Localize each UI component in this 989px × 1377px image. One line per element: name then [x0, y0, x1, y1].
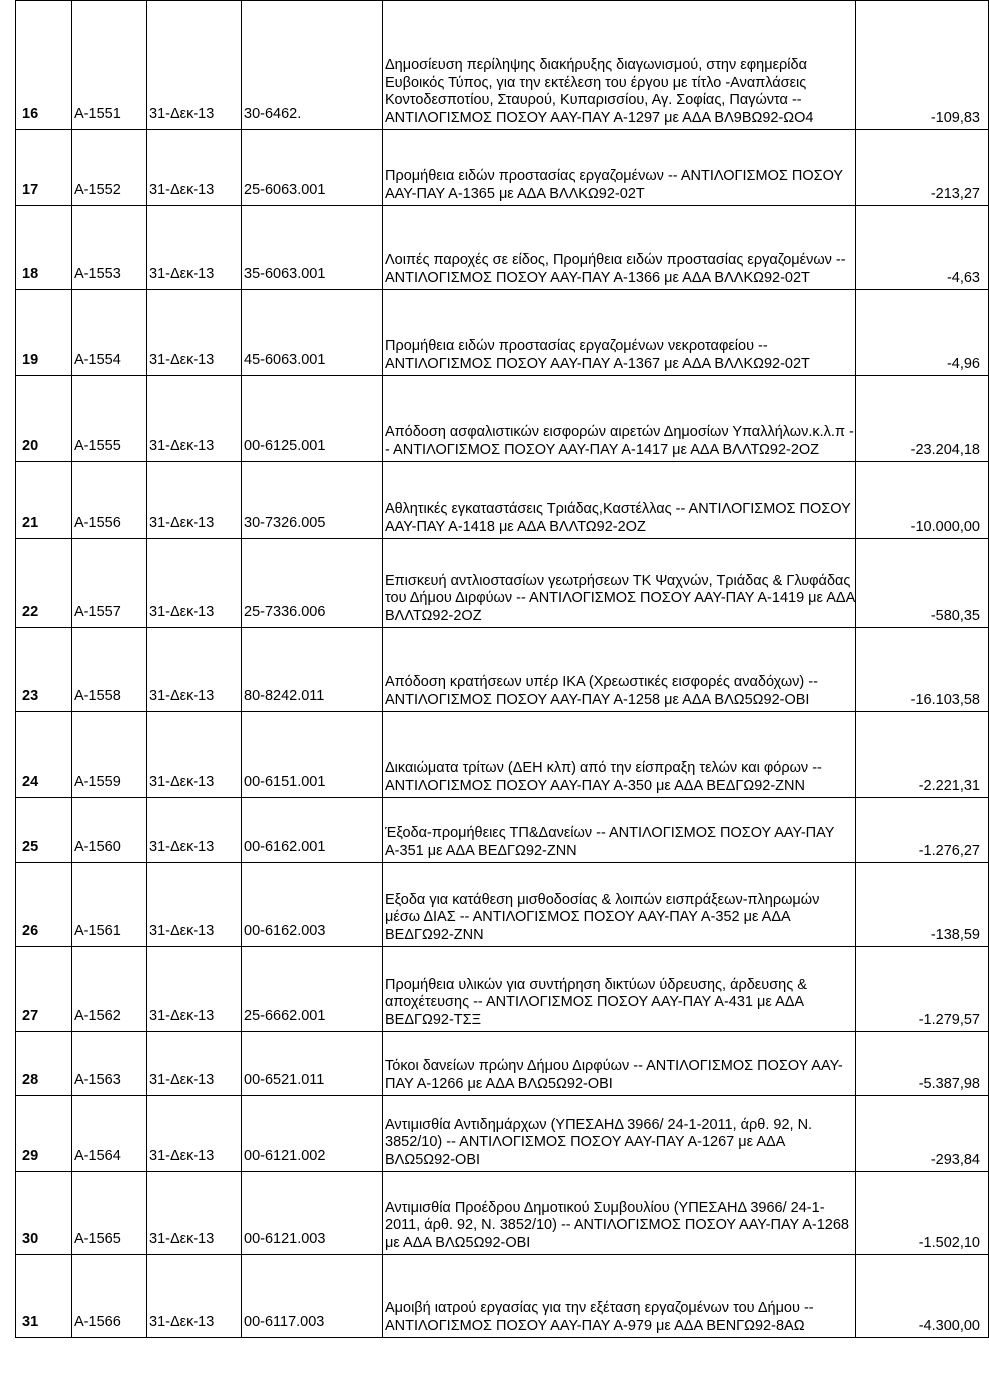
row-account-code: 00-6125.001 [242, 376, 383, 462]
row-description-text: Προμήθεια ειδών προστασίας εργαζομένων -- ΑΝΤΙΛΟΓΙΣΜΟΣ ΠΟΣΟΥ ΑΑΥ-ΠΑΥ Α-1365 με ΑΔΑ ΒΛΛΚΩ92-02Τ [385, 168, 843, 202]
row-amount: -1.279,57 [856, 947, 989, 1032]
row-amount: -4,96 [856, 290, 989, 376]
row-number: 31 [16, 1255, 72, 1338]
row-number: 20 [16, 376, 72, 462]
row-reference: A-1559 [72, 712, 147, 798]
row-number: 27 [16, 947, 72, 1032]
row-account-code: 25-6063.001 [242, 130, 383, 206]
row-number: 24 [16, 712, 72, 798]
row-description-text: Λοιπές παροχές σε είδος, Προμήθεια ειδών προστασίας εργαζομένων -- ΑΝΤΙΛΟΓΙΣΜΟΣ ΠΟΣΟΥ ΑΑΥ-ΠΑΥ Α-1366 με ΑΔΑ ΒΛΛΚΩ92-02Τ [385, 252, 846, 286]
row-date: 31-Δεκ-13 [147, 1032, 242, 1096]
row-description [383, 376, 856, 462]
row-description [383, 290, 856, 376]
row-account-code: 00-6521.011 [242, 1032, 383, 1096]
row-amount: -1.276,27 [856, 798, 989, 863]
row-reference: A-1558 [72, 628, 147, 712]
row-number: 16 [16, 1, 72, 130]
row-description [383, 1096, 856, 1172]
row-amount: -2.221,31 [856, 712, 989, 798]
table-row [16, 1032, 989, 1096]
row-reference: A-1563 [72, 1032, 147, 1096]
row-account-code: 00-6151.001 [242, 712, 383, 798]
row-amount: -109,83 [856, 1, 989, 130]
row-description [383, 462, 856, 539]
row-reference: A-1566 [72, 1255, 147, 1338]
row-amount: -23.204,18 [856, 376, 989, 462]
row-description [383, 1, 856, 130]
row-description [383, 798, 856, 863]
row-amount: -580,35 [856, 539, 989, 628]
ledger-body [16, 1, 989, 1338]
row-number: 22 [16, 539, 72, 628]
row-reference: A-1551 [72, 1, 147, 130]
row-reference: A-1562 [72, 947, 147, 1032]
row-number: 17 [16, 130, 72, 206]
row-account-code: 00-6121.003 [242, 1172, 383, 1255]
row-reference: A-1560 [72, 798, 147, 863]
table-row [16, 130, 989, 206]
row-description-text: Αθλητικές εγκαταστάσεις Τριάδας,Καστέλλας -- ΑΝΤΙΛΟΓΙΣΜΟΣ ΠΟΣΟΥ ΑΑΥ-ΠΑΥ Α-1418 με ΑΔΑ ΒΛΛΤΩ92-2ΟΖ [385, 501, 851, 535]
row-reference: A-1554 [72, 290, 147, 376]
ledger-table [15, 0, 989, 1338]
row-date: 31-Δεκ-13 [147, 539, 242, 628]
row-account-code: 00-6121.002 [242, 1096, 383, 1172]
row-account-code: 35-6063.001 [242, 206, 383, 290]
row-date: 31-Δεκ-13 [147, 1096, 242, 1172]
row-amount: -16.103,58 [856, 628, 989, 712]
row-account-code: 00-6162.003 [242, 863, 383, 947]
row-description-text: Έξοδα-προμήθειες ΤΠ&Δανείων -- ΑΝΤΙΛΟΓΙΣΜΟΣ ΠΟΣΟΥ ΑΑΥ-ΠΑΥ Α-351 με ΑΔΑ ΒΕΔΓΩ92-ΖΝΝ [385, 825, 835, 859]
table-row [16, 376, 989, 462]
row-description-text: Επισκευή αντλιοστασίων γεωτρήσεων ΤΚ Ψαχνών, Τριάδας & Γλυφάδας του Δήμου Διρφύων -- ΑΝΤΙΛΟΓΙΣΜΟΣ ΠΟΣΟΥ ΑΑΥ-ΠΑΥ Α-1419 με ΑΔΑ ΒΛΛΤΩ92-2ΟΖ [385, 572, 855, 624]
row-date: 31-Δεκ-13 [147, 798, 242, 863]
row-date: 31-Δεκ-13 [147, 376, 242, 462]
row-description [383, 1032, 856, 1096]
row-description [383, 539, 856, 628]
table-row [16, 539, 989, 628]
table-row [16, 1172, 989, 1255]
row-account-code: 30-6462. [242, 1, 383, 130]
row-amount: -5.387,98 [856, 1032, 989, 1096]
row-reference: A-1564 [72, 1096, 147, 1172]
row-reference: A-1565 [72, 1172, 147, 1255]
row-date: 31-Δεκ-13 [147, 290, 242, 376]
row-description [383, 206, 856, 290]
row-account-code: 00-6117.003 [242, 1255, 383, 1338]
row-date: 31-Δεκ-13 [147, 947, 242, 1032]
row-date: 31-Δεκ-13 [147, 1172, 242, 1255]
table-row [16, 290, 989, 376]
row-amount: -1.502,10 [856, 1172, 989, 1255]
row-date: 31-Δεκ-13 [147, 628, 242, 712]
row-reference: A-1556 [72, 462, 147, 539]
row-description-text: Αντιμισθία Αντιδημάρχων (ΥΠΕΣΑΗΔ 3966/ 24-1-2011, άρθ. 92, Ν. 3852/10) -- ΑΝΤΙΛΟΓΙΣΜΟΣ ΠΟΣΟΥ ΑΑΥ-ΠΑΥ Α-1267 με ΑΔΑ ΒΛΩ5Ω92-ΟΒΙ [385, 1116, 813, 1168]
row-number: 25 [16, 798, 72, 863]
row-number: 26 [16, 863, 72, 947]
row-date: 31-Δεκ-13 [147, 206, 242, 290]
row-description [383, 1172, 856, 1255]
row-date: 31-Δεκ-13 [147, 863, 242, 947]
row-date: 31-Δεκ-13 [147, 1, 242, 130]
row-description-text: Αντιμισθία Προέδρου Δημοτικού Συμβουλίου (ΥΠΕΣΑΗΔ 3966/ 24-1-2011, άρθ. 92, Ν. 3852/10) -- ΑΝΤΙΛΟΓΙΣΜΟΣ ΠΟΣΟΥ ΑΑΥ-ΠΑΥ Α-1268 με ΑΔΑ ΒΛΩ5Ω92-ΟΒΙ [385, 1199, 849, 1251]
row-reference: A-1557 [72, 539, 147, 628]
row-description [383, 1255, 856, 1338]
row-description-text: Προμήθεια ειδών προστασίας εργαζομένων νεκροταφείου -- ΑΝΤΙΛΟΓΙΣΜΟΣ ΠΟΣΟΥ ΑΑΥ-ΠΑΥ Α-1367 με ΑΔΑ ΒΛΛΚΩ92-02Τ [385, 338, 810, 372]
row-number: 21 [16, 462, 72, 539]
row-description [383, 947, 856, 1032]
row-amount: -138,59 [856, 863, 989, 947]
table-row [16, 947, 989, 1032]
row-reference: A-1561 [72, 863, 147, 947]
row-description-text: Τόκοι δανείων πρώην Δήμου Διρφύων -- ΑΝΤΙΛΟΓΙΣΜΟΣ ΠΟΣΟΥ ΑΑΥ-ΠΑΥ Α-1266 με ΑΔΑ ΒΛΩ5Ω92-ΟΒΙ [385, 1058, 843, 1092]
row-amount: -4,63 [856, 206, 989, 290]
row-description [383, 863, 856, 947]
row-reference: A-1555 [72, 376, 147, 462]
row-amount: -293,84 [856, 1096, 989, 1172]
table-row [16, 712, 989, 798]
row-account-code: 25-7336.006 [242, 539, 383, 628]
table-row [16, 1255, 989, 1338]
row-description [383, 130, 856, 206]
row-amount: -213,27 [856, 130, 989, 206]
row-number: 23 [16, 628, 72, 712]
row-number: 30 [16, 1172, 72, 1255]
row-number: 28 [16, 1032, 72, 1096]
row-date: 31-Δεκ-13 [147, 462, 242, 539]
table-row [16, 798, 989, 863]
row-account-code: 00-6162.001 [242, 798, 383, 863]
row-description-text: Προμήθεια υλικών για συντήρηση δικτύων ύδρευσης, άρδευσης & αποχέτευσης -- ΑΝΤΙΛΟΓΙΣΜΟΣ ΠΟΣΟΥ ΑΑΥ-ΠΑΥ Α-431 με ΑΔΑ ΒΕΔΓΩ92-ΤΣΞ [385, 976, 807, 1028]
row-description-text: Δημοσίευση περίληψης διακήρυξης διαγωνισμού, στην εφημερίδα Ευβοικός Τύπος, για την εκτέλεση του έργου με τίτλο -Αναπλάσεις Κοντοδεσποτίου, Σταυρού, Κυπαρισσίου, Αγ. Σοφίας, Παγώντα -- ΑΝΤΙΛΟΓΙΣΜΟΣ ΠΟΣΟΥ ΑΑΥ-ΠΑΥ Α-1297 με ΑΔΑ ΒΛ9ΒΩ92-ΩΟ4 [385, 57, 814, 126]
row-account-code: 25-6662.001 [242, 947, 383, 1032]
row-account-code: 45-6063.001 [242, 290, 383, 376]
table-row [16, 206, 989, 290]
table-row [16, 1096, 989, 1172]
row-date: 31-Δεκ-13 [147, 712, 242, 798]
row-description [383, 628, 856, 712]
row-reference: A-1553 [72, 206, 147, 290]
table-row [16, 1, 989, 130]
row-description-text: Εξοδα για κατάθεση μισθοδοσίας & λοιπών εισπράξεων-πληρωμών μέσω ΔΙΑΣ -- ΑΝΤΙΛΟΓΙΣΜΟΣ ΠΟΣΟΥ ΑΑΥ-ΠΑΥ Α-352 με ΑΔΑ ΒΕΔΓΩ92-ΖΝΝ [385, 891, 820, 943]
row-date: 31-Δεκ-13 [147, 130, 242, 206]
row-number: 29 [16, 1096, 72, 1172]
table-row [16, 462, 989, 539]
row-description-text: Απόδοση ασφαλιστικών εισφορών αιρετών Δημοσίων Υπαλλήλων.κ.λ.π -- ΑΝΤΙΛΟΓΙΣΜΟΣ ΠΟΣΟΥ ΑΑΥ-ΠΑΥ Α-1417 με ΑΔΑ ΒΛΛΤΩ92-2ΟΖ [385, 424, 854, 458]
row-date: 31-Δεκ-13 [147, 1255, 242, 1338]
row-description-text: Δικαιώματα τρίτων (ΔΕΗ κλπ) από την είσπραξη τελών και φόρων -- ΑΝΤΙΛΟΓΙΣΜΟΣ ΠΟΣΟΥ ΑΑΥ-ΠΑΥ Α-350 με ΑΔΑ ΒΕΔΓΩ92-ΖΝΝ [385, 760, 822, 794]
row-account-code: 80-8242.011 [242, 628, 383, 712]
row-account-code: 30-7326.005 [242, 462, 383, 539]
row-number: 19 [16, 290, 72, 376]
table-row [16, 863, 989, 947]
row-number: 18 [16, 206, 72, 290]
row-description [383, 712, 856, 798]
row-description-text: Αμοιβή ιατρού εργασίας για την εξέταση εργαζομένων του Δήμου -- ΑΝΤΙΛΟΓΙΣΜΟΣ ΠΟΣΟΥ ΑΑΥ-ΠΑΥ Α-979 με ΑΔΑ ΒΕΝΓΩ92-8ΑΩ [385, 1300, 814, 1334]
row-amount: -10.000,00 [856, 462, 989, 539]
row-description-text: Απόδοση κρατήσεων υπέρ ΙΚΑ (Χρεωστικές εισφορές αναδόχων) -- ΑΝΤΙΛΟΓΙΣΜΟΣ ΠΟΣΟΥ ΑΑΥ-ΠΑΥ Α-1258 με ΑΔΑ ΒΛΩ5Ω92-ΟΒΙ [385, 674, 818, 708]
row-reference: A-1552 [72, 130, 147, 206]
row-amount: -4.300,00 [856, 1255, 989, 1338]
table-row [16, 628, 989, 712]
